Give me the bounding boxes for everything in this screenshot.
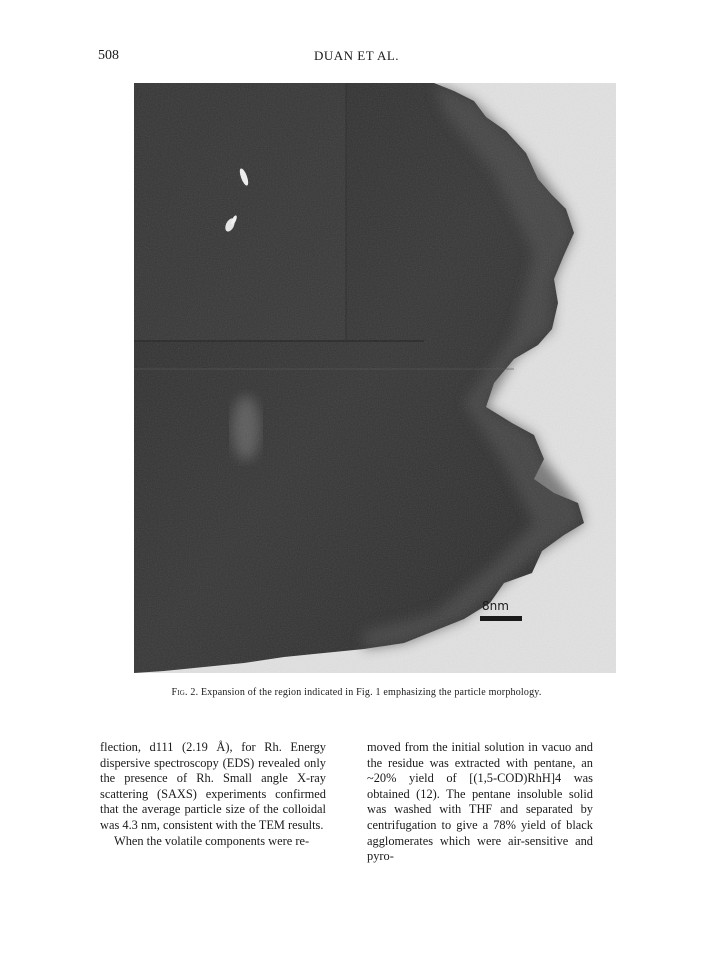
running-head: DUAN ET AL.: [313, 48, 400, 63]
caption-label: Fig. 2.: [171, 687, 199, 698]
page-number: 508: [98, 48, 119, 63]
paragraph: When the volatile components were re-: [114, 833, 310, 848]
caption-text: Expansion of the region indicated in Fig. 1 emphasizing the particle morphology.: [201, 687, 542, 698]
right-column: [367, 740, 593, 865]
tem-micrograph: [134, 83, 616, 673]
scale-bar-label: 8nm: [482, 599, 509, 613]
left-column: [100, 740, 326, 849]
micrograph-image: [134, 83, 616, 673]
figure-caption: [0, 687, 713, 698]
paragraph: moved from the initial solution in vacuo and the residue was extracted with pentane, an ~20% yield of [(1,5-COD)RhH]4 was obtained (12). The pentane insoluble solid was washed with THF and separated by centrifugation to give a 78% yield of black agglomerates which were air-sensitive and pyro-: [367, 740, 593, 864]
paragraph: flection, d111 (2.19 Å), for Rh. Energy dispersive spectroscopy (EDS) revealed only the presence of Rh. Small angle X-ray scattering (SAXS) experiments confirmed that the average particle size of the colloidal was 4.3 nm, consistent with the TEM results.: [100, 740, 326, 832]
